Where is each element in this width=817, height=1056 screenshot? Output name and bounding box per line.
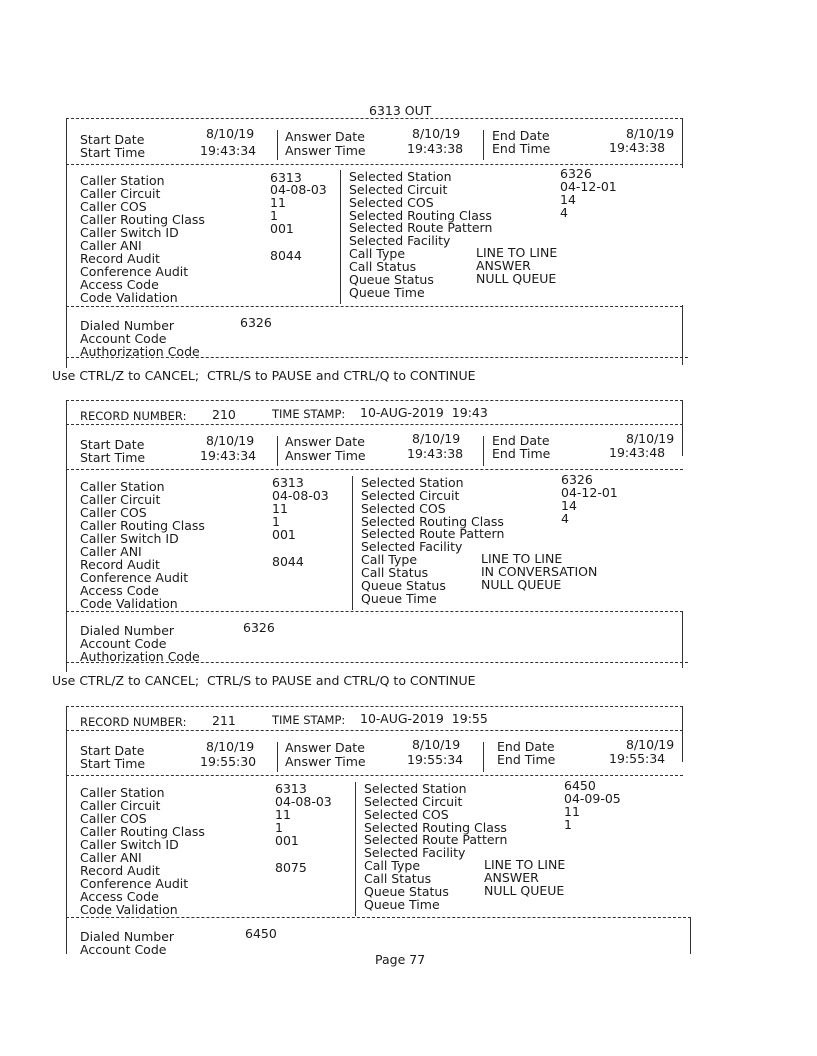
- call-status-label: Call Status: [364, 871, 432, 886]
- account-code-label: Account Code: [80, 942, 167, 957]
- selected-station-label: Selected Station: [361, 475, 464, 490]
- conference-audit-label: Conference Audit: [80, 264, 189, 279]
- answer-date-label: Answer Date: [285, 740, 365, 755]
- caller-routing-class-label: Caller Routing Class: [80, 212, 205, 227]
- caller-routing-class-label: Caller Routing Class: [80, 824, 205, 839]
- queue-time-label: Queue Time: [349, 285, 425, 300]
- access-code-label: Access Code: [80, 583, 159, 598]
- border: [682, 400, 683, 456]
- selected-circuit-label: Selected Circuit: [361, 488, 460, 503]
- dialed-number-value: 6326: [240, 315, 272, 330]
- answer-date-label: Answer Date: [285, 129, 365, 144]
- start-date-label: Start Date: [80, 132, 145, 147]
- separator: [66, 400, 683, 401]
- end-time-label: End Time: [492, 446, 551, 461]
- record-number-label: RECORD NUMBER:: [80, 715, 187, 729]
- end-time-value: 19:43:38: [609, 140, 666, 155]
- column-divider: [483, 436, 484, 466]
- selected-station-value: 6326: [561, 472, 593, 487]
- separator: [66, 469, 683, 470]
- selected-routing-class-value: 4: [561, 511, 569, 526]
- start-date-value: 8/10/19: [206, 739, 255, 754]
- start-time-label: Start Time: [80, 756, 146, 771]
- caller-station-label: Caller Station: [80, 785, 165, 800]
- selected-cos-label: Selected COS: [364, 807, 449, 822]
- caller-station-value: 6313: [275, 781, 307, 796]
- continue-prompt: Use CTRL/Z to CANCEL; CTRL/S to PAUSE and CTRL/Q to CONTINUE: [52, 673, 476, 688]
- dialed-number-value: 6326: [243, 620, 275, 635]
- call-status-value: ANSWER: [476, 258, 531, 273]
- code-validation-label: Code Validation: [80, 902, 178, 917]
- caller-ani-label: Caller ANI: [80, 544, 142, 559]
- record-number-value: 210: [212, 407, 236, 422]
- end-date-label: End Date: [497, 739, 555, 754]
- call-type-label: Call Type: [364, 858, 421, 873]
- caller-station-value: 6313: [272, 475, 304, 490]
- selected-route-pattern-label: Selected Route Pattern: [349, 220, 493, 235]
- end-date-value: 8/10/19: [626, 431, 675, 446]
- call-type-value: LINE TO LINE: [481, 551, 563, 566]
- end-date-value: 8/10/19: [626, 737, 675, 752]
- continue-prompt: Use CTRL/Z to CANCEL; CTRL/S to PAUSE and CTRL/Q to CONTINUE: [52, 368, 476, 383]
- separator: [66, 917, 691, 918]
- time-stamp-value: 10-AUG-2019 19:43: [360, 405, 488, 420]
- caller-cos-value: 11: [275, 807, 291, 822]
- account-code-label: Account Code: [80, 636, 167, 651]
- answer-date-value: 8/10/19: [412, 737, 461, 752]
- end-time-value: 19:43:48: [609, 445, 666, 460]
- column-divider: [277, 130, 278, 160]
- queue-status-value: NULL QUEUE: [476, 271, 557, 286]
- border: [682, 305, 683, 365]
- selected-station-value: 6326: [560, 166, 592, 181]
- start-time-value: 19:55:30: [200, 754, 257, 769]
- caller-station-label: Caller Station: [80, 479, 165, 494]
- dialed-number-value: 6450: [245, 926, 277, 941]
- start-time-value: 19:43:34: [200, 448, 257, 463]
- selected-circuit-value: 04-12-01: [560, 179, 617, 194]
- start-date-value: 8/10/19: [206, 126, 255, 141]
- separator: [66, 424, 683, 425]
- record-number-value: 211: [212, 713, 236, 728]
- end-date-label: End Date: [492, 433, 550, 448]
- column-divider: [355, 782, 356, 916]
- queue-status-label: Queue Status: [361, 578, 446, 593]
- selected-circuit-label: Selected Circuit: [349, 182, 448, 197]
- selected-facility-label: Selected Facility: [364, 845, 466, 860]
- start-date-value: 8/10/19: [206, 433, 255, 448]
- caller-switch-id-value: 001: [275, 833, 299, 848]
- conference-audit-label: Conference Audit: [80, 876, 189, 891]
- call-status-value: IN CONVERSATION: [481, 564, 598, 579]
- border: [66, 118, 67, 368]
- end-time-label: End Time: [497, 752, 556, 767]
- selected-station-label: Selected Station: [364, 781, 467, 796]
- page-number: Page 77: [375, 952, 426, 967]
- start-date-label: Start Date: [80, 743, 145, 758]
- answer-date-value: 8/10/19: [412, 431, 461, 446]
- answer-time-value: 19:43:38: [407, 141, 464, 156]
- account-code-label: Account Code: [80, 331, 167, 346]
- caller-circuit-value: 04-08-03: [272, 488, 329, 503]
- call-status-label: Call Status: [361, 565, 429, 580]
- separator: [66, 775, 683, 776]
- caller-circuit-value: 04-08-03: [275, 794, 332, 809]
- page-title: 6313 OUT: [369, 103, 432, 118]
- queue-status-value: NULL QUEUE: [481, 577, 562, 592]
- start-time-label: Start Time: [80, 450, 146, 465]
- call-type-label: Call Type: [361, 552, 418, 567]
- caller-routing-class-value: 1: [270, 208, 278, 223]
- selected-routing-class-label: Selected Routing Class: [349, 208, 492, 223]
- answer-date-label: Answer Date: [285, 434, 365, 449]
- call-status-value: ANSWER: [484, 870, 539, 885]
- authorization-code-label: Authorization Code: [80, 344, 200, 359]
- conference-audit-label: Conference Audit: [80, 570, 189, 585]
- selected-station-label: Selected Station: [349, 169, 452, 184]
- answer-time-value: 19:55:34: [407, 752, 464, 767]
- time-stamp-label: TIME STAMP:: [272, 713, 346, 727]
- call-type-value: LINE TO LINE: [476, 245, 558, 260]
- caller-cos-label: Caller COS: [80, 811, 147, 826]
- caller-switch-id-label: Caller Switch ID: [80, 531, 179, 546]
- queue-status-label: Queue Status: [349, 272, 434, 287]
- caller-cos-value: 11: [270, 195, 286, 210]
- start-time-value: 19:43:34: [200, 143, 257, 158]
- separator: [66, 306, 683, 307]
- caller-circuit-label: Caller Circuit: [80, 798, 161, 813]
- caller-switch-id-value: 001: [272, 527, 296, 542]
- dialed-number-label: Dialed Number: [80, 318, 175, 333]
- call-type-value: LINE TO LINE: [484, 857, 566, 872]
- end-time-label: End Time: [492, 141, 551, 156]
- selected-circuit-value: 04-09-05: [564, 791, 621, 806]
- call-status-label: Call Status: [349, 259, 417, 274]
- selected-circuit-value: 04-12-01: [561, 485, 618, 500]
- record-audit-value: 8044: [270, 248, 302, 263]
- queue-status-label: Queue Status: [364, 884, 449, 899]
- answer-time-label: Answer Time: [285, 448, 366, 463]
- selected-facility-label: Selected Facility: [361, 539, 463, 554]
- access-code-label: Access Code: [80, 889, 159, 904]
- column-divider: [483, 742, 484, 772]
- selected-routing-class-label: Selected Routing Class: [364, 820, 507, 835]
- border: [682, 612, 683, 668]
- access-code-label: Access Code: [80, 277, 159, 292]
- column-divider: [352, 476, 353, 610]
- time-stamp-label: TIME STAMP:: [272, 407, 346, 421]
- selected-route-pattern-label: Selected Route Pattern: [361, 526, 505, 541]
- caller-cos-value: 11: [272, 501, 288, 516]
- selected-cos-label: Selected COS: [349, 195, 434, 210]
- caller-switch-id-value: 001: [270, 221, 294, 236]
- column-divider: [277, 742, 278, 772]
- time-stamp-value: 10-AUG-2019 19:55: [360, 711, 488, 726]
- border: [66, 400, 67, 672]
- record-audit-label: Record Audit: [80, 557, 160, 572]
- caller-circuit-value: 04-08-03: [270, 182, 327, 197]
- separator: [66, 357, 688, 358]
- end-date-value: 8/10/19: [626, 126, 675, 141]
- start-time-label: Start Time: [80, 145, 146, 160]
- end-date-label: End Date: [492, 128, 550, 143]
- caller-cos-label: Caller COS: [80, 199, 147, 214]
- separator: [66, 730, 683, 731]
- record-audit-label: Record Audit: [80, 863, 160, 878]
- column-divider: [277, 436, 278, 466]
- selected-facility-label: Selected Facility: [349, 233, 451, 248]
- dialed-number-label: Dialed Number: [80, 929, 175, 944]
- column-divider: [483, 130, 484, 160]
- call-type-label: Call Type: [349, 246, 406, 261]
- selected-routing-class-value: 4: [560, 205, 568, 220]
- answer-time-label: Answer Time: [285, 754, 366, 769]
- caller-routing-class-value: 1: [275, 820, 283, 835]
- selected-station-value: 6450: [564, 778, 596, 793]
- authorization-code-label: Authorization Code: [80, 649, 200, 664]
- caller-switch-id-label: Caller Switch ID: [80, 837, 179, 852]
- selected-cos-label: Selected COS: [361, 501, 446, 516]
- caller-routing-class-value: 1: [272, 514, 280, 529]
- answer-time-value: 19:43:38: [407, 446, 464, 461]
- border: [682, 118, 683, 168]
- caller-ani-label: Caller ANI: [80, 238, 142, 253]
- dialed-number-label: Dialed Number: [80, 623, 175, 638]
- queue-status-value: NULL QUEUE: [484, 883, 565, 898]
- record-audit-value: 8044: [272, 554, 304, 569]
- selected-cos-value: 14: [560, 192, 576, 207]
- record-number-label: RECORD NUMBER:: [80, 409, 187, 423]
- column-divider: [340, 170, 341, 304]
- caller-routing-class-label: Caller Routing Class: [80, 518, 205, 533]
- selected-routing-class-value: 1: [564, 817, 572, 832]
- separator: [66, 118, 683, 119]
- separator: [66, 164, 683, 165]
- caller-circuit-label: Caller Circuit: [80, 492, 161, 507]
- start-date-label: Start Date: [80, 437, 145, 452]
- caller-switch-id-label: Caller Switch ID: [80, 225, 179, 240]
- selected-cos-value: 14: [561, 498, 577, 513]
- separator: [66, 611, 683, 612]
- selected-circuit-label: Selected Circuit: [364, 794, 463, 809]
- selected-routing-class-label: Selected Routing Class: [361, 514, 504, 529]
- caller-station-label: Caller Station: [80, 173, 165, 188]
- answer-date-value: 8/10/19: [412, 126, 461, 141]
- separator: [66, 706, 683, 707]
- end-time-value: 19:55:34: [609, 751, 666, 766]
- answer-time-label: Answer Time: [285, 143, 366, 158]
- border: [690, 918, 691, 954]
- separator: [66, 662, 688, 663]
- code-validation-label: Code Validation: [80, 290, 178, 305]
- queue-time-label: Queue Time: [361, 591, 437, 606]
- caller-ani-label: Caller ANI: [80, 850, 142, 865]
- record-audit-value: 8075: [275, 860, 307, 875]
- code-validation-label: Code Validation: [80, 596, 178, 611]
- caller-cos-label: Caller COS: [80, 505, 147, 520]
- caller-station-value: 6313: [270, 170, 302, 185]
- queue-time-label: Queue Time: [364, 897, 440, 912]
- selected-route-pattern-label: Selected Route Pattern: [364, 832, 508, 847]
- border: [682, 706, 683, 762]
- selected-cos-value: 11: [564, 804, 580, 819]
- record-audit-label: Record Audit: [80, 251, 160, 266]
- caller-circuit-label: Caller Circuit: [80, 186, 161, 201]
